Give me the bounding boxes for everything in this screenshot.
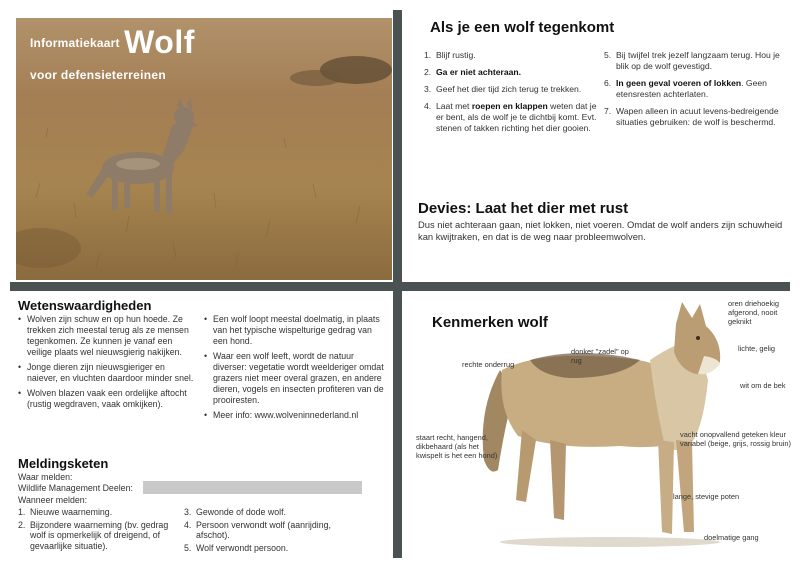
fact-item: • Een wolf loopt meestal doelmatig, in plaats van het typische wispelturige gedrag van een hond.: [204, 314, 384, 347]
facts-list-right: [204, 314, 384, 425]
encounter-item: 2. Ga er niet achteraan.: [424, 67, 522, 77]
report-list-left: [18, 507, 183, 553]
card-title: [30, 24, 195, 61]
encounter-item: 5. Bij twijfel trek jezelf langzaam terug. Hou je blik op de wolf gevestigd.: [604, 50, 780, 71]
card-title-big: Wolf: [124, 24, 195, 60]
report-item: 1. Nieuwe waarneming.: [18, 507, 113, 517]
label-back: rechte onderrug: [462, 360, 515, 369]
card-title-small: Informatiekaart: [30, 36, 120, 50]
encounter-item: 1. Blijf rustig.: [424, 50, 476, 60]
fact-item: • Wolven blazen vaak een ordelijke aftocht (rustig wegdraven, vaak omkijken).: [18, 388, 198, 410]
report-contact-redacted: [143, 481, 362, 494]
label-saddle: donker "zadel" op rug: [571, 347, 629, 365]
facts-title: Wetenswaardigheden: [18, 298, 152, 313]
label-tail: staart recht, hangend, dikbehaard (als het kwispelt is het een hond): [416, 433, 498, 460]
encounter-title: Als je een wolf tegenkomt: [430, 19, 615, 36]
report-when: Wanneer melden:: [18, 495, 88, 505]
wolf-photo: [16, 18, 392, 280]
fact-item: • Meer info: www.wolveninnederland.nl: [204, 410, 384, 421]
label-white-cheeks: wit om de bek: [740, 381, 786, 390]
label-gait: doelmatige gang: [704, 533, 759, 542]
report-title: Meldingsketen: [18, 456, 109, 471]
facts-list-left: [18, 314, 198, 414]
report-wmd-label: Wildlife Management Deelen:: [18, 483, 133, 493]
label-legs: lange, stevige poten: [673, 492, 740, 501]
label-coat: vacht onopvallend geteken kleur variabel (beige, grijs, rossig bruin): [680, 430, 791, 448]
encounter-item: 4. Laat met roepen en klappen weten dat je er bent, als de wolf je te dichtbij komt. Evt. stenen of takken richting het dier gooien.: [424, 101, 597, 133]
label-ears: oren driehoekig afgerond, nooit geknikt: [728, 299, 779, 326]
report-list-right: [184, 507, 354, 555]
horizontal-divider: [10, 282, 790, 291]
label-light-lips: lichte, gelig: [738, 344, 775, 353]
wolf-illustration: [470, 300, 740, 550]
report-where: Waar melden:: [18, 472, 73, 482]
devies-text: Dus niet achteraan gaan, niet lokken, niet voeren. Omdat de wolf anders zijn schuwheid kan kwijtraken, en dat is de weg naar probleemwolven.: [418, 219, 783, 242]
report-item: 3. Gewonde of dode wolf.: [184, 507, 286, 517]
fact-item: • Jonge dieren zijn nieuwsgieriger en naiever, en vluchten daardoor minder snel.: [18, 362, 198, 384]
features-title: Kenmerken wolf: [432, 314, 548, 331]
encounter-item: 7. Wapen alleen in acuut levens-bedreigende situaties gebruiken: de wolf is beschermd.: [604, 106, 779, 127]
encounter-item: 3. Geef het dier tijd zich terug te trekken.: [424, 84, 582, 94]
report-item: 5. Wolf verwondt persoon.: [184, 542, 289, 553]
report-item: 4. Persoon verwondt wolf (aanrijding, afschot).: [184, 519, 331, 540]
report-item: 2. Bijzondere waarneming (bv. gedrag wolf is opmerkelijk of dreigend, of gevaarlijke situatie).: [18, 519, 169, 551]
fact-item: • Waar een wolf leeft, wordt de natuur diverser: vegetatie wordt weelderiger omdat grazers niet meer overal grazen, en andere dieren, vogels en insecten profiteren van de prooiresten.: [204, 351, 384, 406]
encounter-list-right: [604, 50, 784, 134]
fact-item: • Wolven zijn schuw en op hun hoede. Ze trekken zich meestal terug als ze mensen tegenkomen. Ze kunnen je vanaf een veilige plaats wel nieuwsgierig nakijken.: [18, 314, 198, 358]
encounter-item: 6. In geen geval voeren of lokken. Geen etensresten achterlaten.: [604, 78, 767, 99]
devies-title: Devies: Laat het dier met rust: [418, 200, 629, 217]
card-subtitle: voor defensieterreinen: [30, 68, 166, 82]
encounter-list-left: [424, 50, 604, 140]
